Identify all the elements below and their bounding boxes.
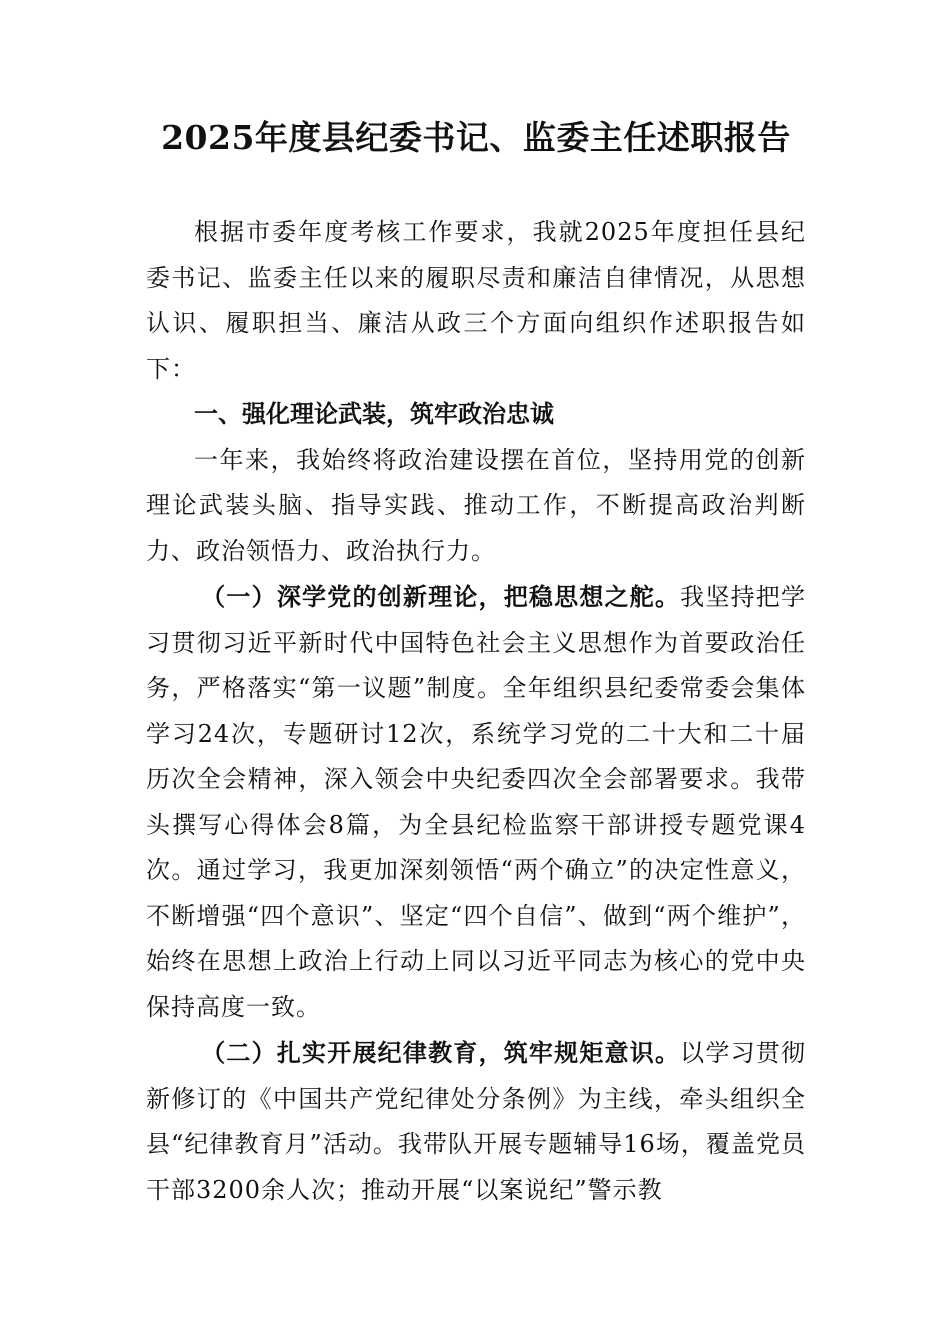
document-page xyxy=(146,108,806,1213)
intro-paragraph: 根据市委年度考核工作要求，我就2025年度担任县纪委书记、监委主任以来的履职尽责和廉洁自律情况，从思想认识、履职担当、廉洁从政三个方面向组织作述职报告如下： xyxy=(146,218,806,383)
section-1-item-2 xyxy=(146,1030,806,1213)
section-1-item-1 xyxy=(146,574,806,1030)
item-2-body: 以学习贯彻新修订的《中国共产党纪律处分条例》为主线，牵头组织全县“纪律教育月”活动。我带队开展专题辅导16场，覆盖党员干部3200余人次；推动开展“以案说纪”警示教 xyxy=(146,1039,807,1204)
item-1-lead: （一）深学党的创新理论，把稳思想之舵。 xyxy=(201,582,681,611)
section-1-summary: 一年来，我始终将政治建设摆在首位，坚持用党的创新理论武装头脑、指导实践、推动工作，不断提高政治判断力、政治领悟力、政治执行力。 xyxy=(146,445,806,565)
item-1-body: 我坚持把学习贯彻习近平新时代中国特色社会主义思想作为首要政治任务，严格落实“第一议题”制度。全年组织县纪委常委会集体学习24次，专题研讨12次，系统学习党的二十大和二十届历次全会精神，深入领会中央纪委四次全会部署要求。我带头撰写心得体会8篇，为全县纪检监察干部讲授专题党课4次。通过学习，我更加深刻领悟“两个确立”的决定性意义，不断增强“四个意识”、坚定“四个自信”、做到“两个维护”，始终在思想上政治上行动上同以习近平同志为核心的党中央保持高度一致。 xyxy=(146,583,807,1021)
section-heading-1: 一、强化理论武装，筑牢政治忠诚 xyxy=(194,400,554,428)
document-title: 2025年度县纪委书记、监委主任述职报告 xyxy=(161,118,791,157)
item-2-lead: （二）扎实开展纪律教育，筑牢规矩意识。 xyxy=(201,1038,681,1067)
